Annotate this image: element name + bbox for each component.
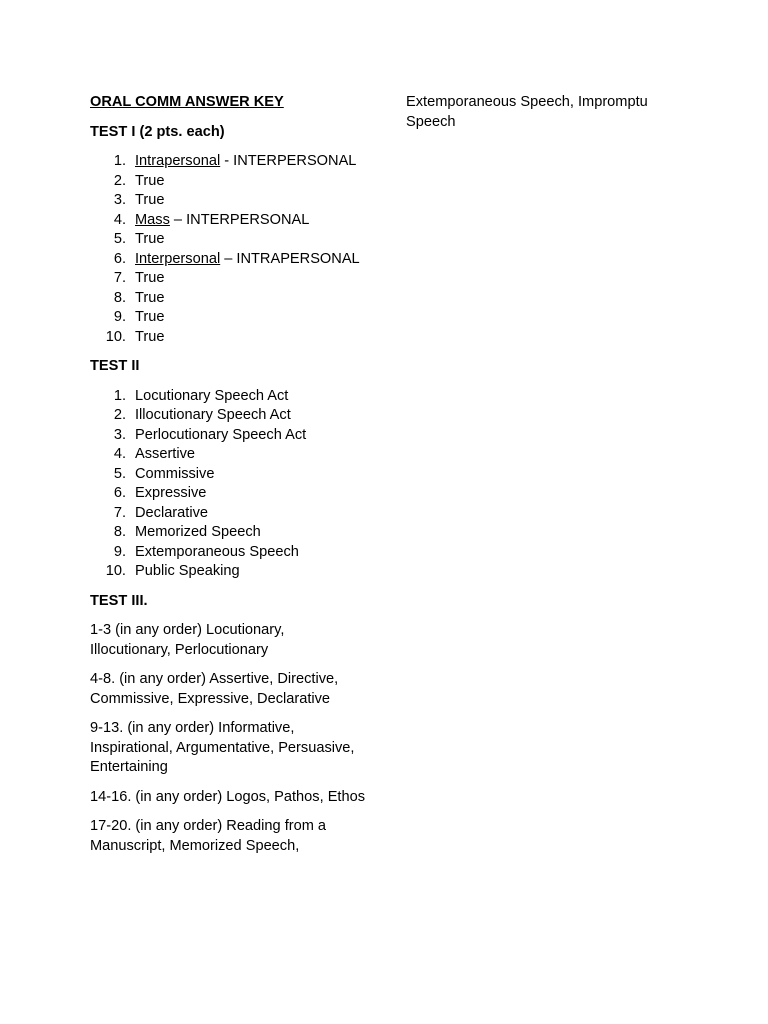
- test2-heading: TEST II: [90, 358, 140, 374]
- test2-item: 2. Illocutionary Speech Act: [113, 407, 291, 423]
- test1-heading: TEST I (2 pts. each): [90, 123, 225, 140]
- document-title: ORAL COMM ANSWER KEY: [90, 94, 284, 110]
- test2-item: 9. Extemporaneous Speech: [113, 543, 299, 560]
- test3-paragraph: 4-8. (in any order) Assertive, Directive, Commissive, Expressive, Declarative: [90, 671, 339, 707]
- test1-item: 6. Interpersonal – INTRAPERSONAL: [113, 250, 360, 267]
- test1-item: 8. True: [113, 289, 165, 306]
- test1-item: 4. Mass – INTERPERSONAL: [113, 211, 310, 228]
- test1-item: 9. True: [113, 309, 165, 325]
- test2-list: [90, 387, 365, 582]
- test2-item: 3. Perlocutionary Speech Act: [113, 426, 307, 443]
- test2-item: 8. Memorized Speech: [113, 524, 261, 540]
- test2-item: 6. Expressive: [113, 485, 207, 501]
- test1-item: 10. True: [105, 328, 165, 345]
- test2-item: 10. Public Speaking: [105, 563, 240, 579]
- test2-item: 5. Commissive: [113, 465, 215, 482]
- test3-paragraph: 14-16. (in any order) Logos, Pathos, Ethos: [90, 788, 366, 805]
- test3-heading: TEST III.: [90, 592, 148, 609]
- test3-continuation: Extemporaneous Speech, Impromptu Speech: [406, 94, 648, 130]
- test3-paragraph: 1-3 (in any order) Locutionary, Illocutionary, Perlocutionary: [90, 622, 285, 658]
- test2-item: 7. Declarative: [113, 504, 208, 521]
- test2-item: 4. Assertive: [113, 446, 196, 462]
- test1-list: [90, 152, 365, 347]
- test3-paragraph: 9-13. (in any order) Informative, Inspirational, Argumentative, Persuasive, Entertaining: [90, 720, 355, 775]
- left-column: [90, 93, 365, 866]
- test1-item: 2. True: [113, 172, 165, 189]
- test1-item: 5. True: [113, 231, 165, 247]
- right-column: [406, 93, 671, 142]
- test3-paragraph: 17-20. (in any order) Reading from a Manuscript, Memorized Speech,: [90, 818, 327, 854]
- test2-item: 1. Locutionary Speech Act: [113, 387, 289, 404]
- test1-item: 1. Intrapersonal - INTERPERSONAL: [113, 153, 357, 169]
- test1-item: 7. True: [113, 270, 165, 286]
- test1-item: 3. True: [113, 192, 165, 208]
